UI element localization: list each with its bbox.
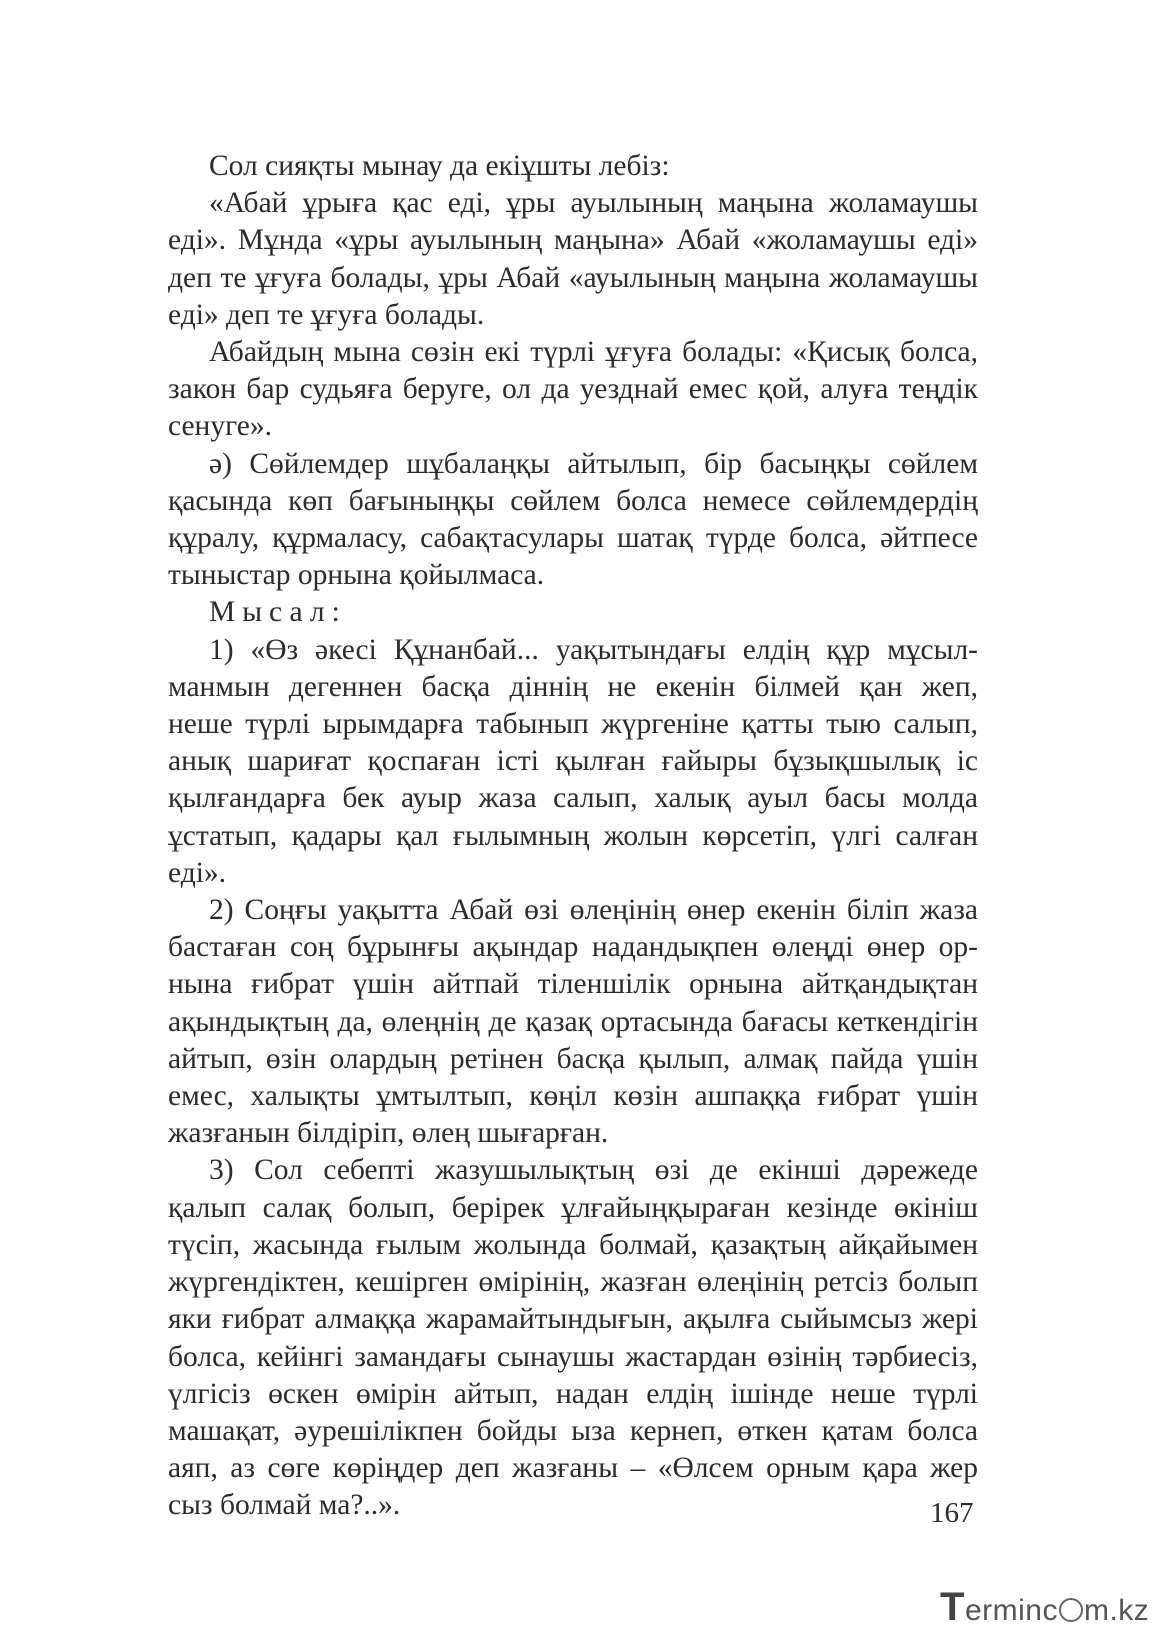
text-line: жазғанын білдіріп, өлең шығарған. xyxy=(168,1117,609,1150)
text-line: болса, кейінгі замандағы сынаушы жастардан өзінің тәрбиесіз, xyxy=(168,1340,978,1373)
example-heading: Мысал: xyxy=(209,596,347,629)
text-line: еді». Мұнда «ұры ауылының маңына» Абай «жоламаушы еді» xyxy=(168,224,978,257)
text-line: сенуге». xyxy=(168,410,273,443)
text-line: нына ғибрат үшін айтпай тіленшілік орнына айтқандықтан xyxy=(168,968,978,1001)
text-line: аяп, аз сөге көріңдер деп жазғаны – «Өлсем орным қара жер xyxy=(168,1452,978,1485)
text-line: емес, халықты ұмтылтып, көңіл көзін ашпаққа ғибрат үшін xyxy=(168,1080,978,1113)
text-line: Сол сияқты мынау да екіұшты лебіз: xyxy=(209,150,670,182)
text-line: қылғандарға бек ауыр жаза салып, халық ауыл басы молда xyxy=(168,782,978,815)
text-line: бастаған соң бұрынғы ақындар надандықпен өлеңді өнер ор- xyxy=(168,931,978,964)
watermark-domain: m.kz xyxy=(1083,1594,1150,1627)
text-line: тыныстар орнына қойылмаса. xyxy=(168,559,545,592)
text-line: деп те ұғуға болады, ұры Абай «ауылының маңына жоламаушы xyxy=(168,261,978,294)
text-line: 2) Соңғы уақытта Абай өзі өлеңінің өнер екенін біліп жаза xyxy=(209,894,978,927)
text-line: анық шариғат қоспаған істі қылған ғайыры бұзықшылық іс xyxy=(168,745,978,778)
text-line: қалып салақ болып, берірек ұлғайыңқыраған кезінде өкініш xyxy=(168,1191,978,1224)
text-line: Абайдың мына сөзін екі түрлі ұғуға болады: «Қисық болса, xyxy=(209,336,978,369)
text-line: неше түрлі ырымдарға табынып жүргеніне қатты тыю салып, xyxy=(168,708,978,741)
text-line: жүргендіктен, кешірген өмірінің, жазған өлеңінің ретсіз болып xyxy=(168,1266,978,1299)
text-line: құралу, құрмаласу, сабақтасулары шатақ түрде болса, әйтпесе xyxy=(168,522,978,555)
text-line: сыз болмай ма?..». xyxy=(168,1489,401,1522)
text-line: манмын дегеннен басқа діннің не екенін білмей қан жеп, xyxy=(168,670,978,703)
text-line: қасында көп бағыныңқы сөйлем болса немесе сөйлемдердің xyxy=(168,484,978,517)
text-line: 3) Сол себепті жазушылықтың өзі де екінші дәрежеде xyxy=(209,1154,978,1187)
text-line: «Абай ұрыға қас еді, ұры ауылының маңына жоламаушы xyxy=(209,187,978,220)
text-line: айтып, өзін олардың ретінен басқа қылып, алмақ пайда үшін xyxy=(168,1042,978,1075)
watermark-text: erminc xyxy=(964,1594,1058,1627)
text-line: үлгісіз өскен өмірін айтып, надан елдің ішінде неше түрлі xyxy=(168,1377,978,1410)
text-line: ақындықтың да, өлеңнің де қазақ ортасында бағасы кеткендігін xyxy=(168,1005,978,1038)
page-body xyxy=(168,148,978,1525)
page-number: 167 xyxy=(930,1497,974,1529)
text-line: түсіп, жасында ғылым жолында болмай, қазақтың айқайымен xyxy=(168,1228,978,1261)
watermark-logo xyxy=(940,1585,1149,1630)
text-line: еді» деп те ұғуға болады. xyxy=(168,298,485,331)
text-line: еді». xyxy=(168,856,227,889)
text-line: закон бар судьяға беруге, ол да уезднай емес қой, алуға теңдік xyxy=(168,373,978,406)
watermark-initial: T xyxy=(940,1585,965,1629)
text-line: ә) Сөйлемдер шұбалаңқы айтылып, бір басыңқы сөйлем xyxy=(209,447,978,480)
text-line: 1) «Өз әкесі Құнанбай... уақытындағы елдің құр мұсыл- xyxy=(209,633,978,666)
watermark-circle-icon xyxy=(1059,1598,1083,1622)
text-line: ұстатып, қадары қал ғылымның жолын көрсетіп, үлгі салған xyxy=(168,819,978,852)
text-line: яки ғибрат алмаққа жарамайтындығын, ақылға сыйымсыз жері xyxy=(168,1303,978,1336)
text-line: машақат, әурешілікпен бойды ыза кернеп, өткен қатам болса xyxy=(168,1414,978,1447)
